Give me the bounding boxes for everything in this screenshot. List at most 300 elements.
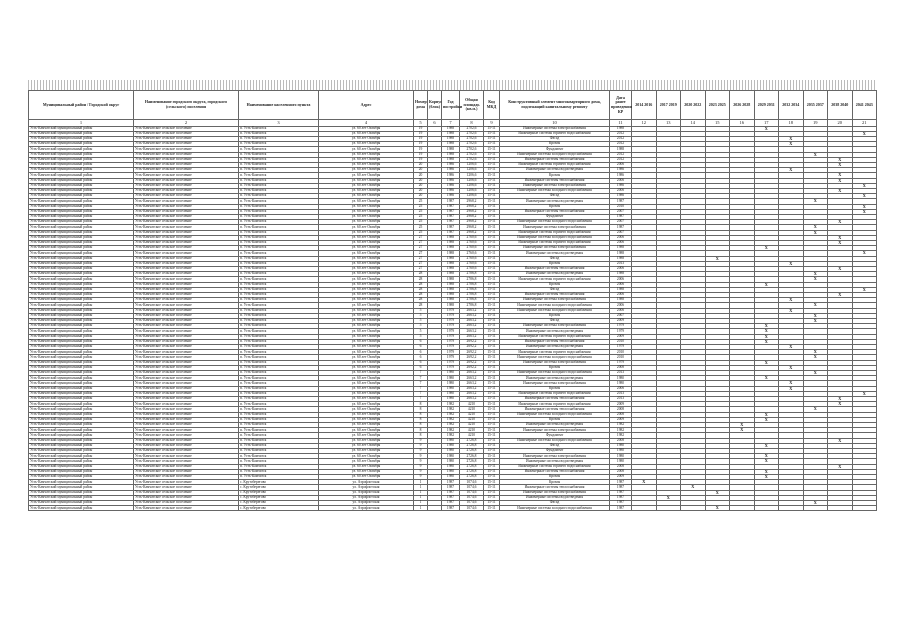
cell-code[interactable]: 15-11 <box>484 386 500 391</box>
cell-settlement[interactable]: Усть-Камчатское сельское поселение <box>134 162 239 167</box>
cell-period-mark[interactable]: X <box>779 386 804 391</box>
cell-year[interactable]: 1988 <box>442 251 460 256</box>
cell-year[interactable]: 1982 <box>442 412 460 417</box>
cell-element[interactable]: Инженерные системы горячего водоснабжения <box>500 277 610 282</box>
cell-district[interactable]: Усть-Камчатский муниципальный район <box>29 282 134 287</box>
cell-house-number[interactable]: 7 <box>414 391 428 396</box>
cell-code[interactable]: 15-11 <box>484 376 500 381</box>
cell-element[interactable]: Фундамент <box>500 449 610 454</box>
cell-locality[interactable]: п. Усть-Камчатск <box>239 235 319 240</box>
cell-district[interactable]: Усть-Камчатский муниципальный район <box>29 292 134 297</box>
cell-district[interactable]: Усть-Камчатский муниципальный район <box>29 428 134 433</box>
cell-house-number[interactable]: 6 <box>414 365 428 370</box>
cell-year[interactable]: 1980 <box>442 454 460 459</box>
cell-district[interactable]: Усть-Камчатский муниципальный район <box>29 433 134 438</box>
cell-address[interactable]: ул. 60 лет Октября <box>319 423 414 428</box>
cell-element[interactable]: Фундамент <box>500 147 610 152</box>
cell-district[interactable]: Усть-Камчатский муниципальный район <box>29 266 134 271</box>
cell-house-number[interactable]: 27 <box>414 266 428 271</box>
cell-address[interactable]: ул. 60 лет Октября <box>319 454 414 459</box>
cell-period-mark[interactable]: X <box>705 490 730 495</box>
cell-area[interactable]: 2760,6 <box>460 235 484 240</box>
cell-district[interactable]: Усть-Камчатский муниципальный район <box>29 261 134 266</box>
cell-year[interactable]: 1980 <box>442 449 460 454</box>
cell-house-number[interactable]: 28 <box>414 292 428 297</box>
cell-locality[interactable]: п. Усть-Камчатск <box>239 469 319 474</box>
cell-element[interactable]: Фундамент <box>500 433 610 438</box>
cell-area[interactable]: 2786,8 <box>460 303 484 308</box>
cell-period-mark[interactable]: X <box>852 204 877 209</box>
cell-period-mark[interactable]: X <box>828 178 853 183</box>
cell-code[interactable]: 15-11 <box>484 152 500 157</box>
cell-area[interactable]: 2702,6 <box>460 147 484 152</box>
cell-area[interactable]: 2786,8 <box>460 277 484 282</box>
cell-locality[interactable]: с. Крутоберегово <box>239 506 319 511</box>
cell-district[interactable]: Усть-Камчатский муниципальный район <box>29 438 134 443</box>
cell-district[interactable]: Усть-Камчатский муниципальный район <box>29 485 134 490</box>
cell-address[interactable]: ул. 60 лет Октября <box>319 345 414 350</box>
cell-period-mark[interactable]: X <box>852 183 877 188</box>
cell-district[interactable]: Усть-Камчатский муниципальный район <box>29 365 134 370</box>
cell-house-number[interactable]: 7 <box>414 381 428 386</box>
cell-settlement[interactable]: Усть-Камчатское сельское поселение <box>134 355 239 360</box>
cell-settlement[interactable]: Усть-Камчатское сельское поселение <box>134 501 239 506</box>
cell-prev-repair[interactable]: 2006 <box>610 235 632 240</box>
cell-locality[interactable]: п. Усть-Камчатск <box>239 230 319 235</box>
cell-code[interactable]: 15-11 <box>484 402 500 407</box>
cell-area[interactable]: 2968,2 <box>460 225 484 230</box>
cell-district[interactable]: Усть-Камчатский муниципальный район <box>29 501 134 506</box>
cell-prev-repair[interactable]: 1979 <box>610 360 632 365</box>
cell-element[interactable]: Фасад <box>500 136 610 141</box>
cell-settlement[interactable]: Усть-Камчатское сельское поселение <box>134 480 239 485</box>
cell-code[interactable]: 15-11 <box>484 136 500 141</box>
cell-address[interactable]: ул. 60 лет Октября <box>319 339 414 344</box>
cell-prev-repair[interactable]: 2009 <box>610 417 632 422</box>
cell-prev-repair[interactable]: 1988 <box>610 126 632 131</box>
cell-period-mark[interactable]: X <box>852 194 877 199</box>
cell-address[interactable]: ул. 60 лет Октября <box>319 178 414 183</box>
cell-prev-repair[interactable]: 2008 <box>610 412 632 417</box>
cell-year[interactable]: 1986 <box>442 194 460 199</box>
cell-element[interactable]: Фасад <box>500 318 610 323</box>
cell-area[interactable]: 1206,6 <box>460 178 484 183</box>
cell-element[interactable]: Инженерные системы холодного водоснабжения <box>500 220 610 225</box>
cell-period-mark[interactable]: X <box>828 397 853 402</box>
cell-house-number[interactable]: 6 <box>414 339 428 344</box>
cell-prev-repair[interactable]: 2006 <box>610 178 632 183</box>
cell-code[interactable]: 15-11 <box>484 490 500 495</box>
cell-element[interactable]: Инженерные системы теплоснабжения <box>500 209 610 214</box>
cell-code[interactable]: 15-11 <box>484 230 500 235</box>
cell-house-number[interactable]: 7 <box>414 397 428 402</box>
cell-code[interactable]: 15-11 <box>484 246 500 251</box>
cell-settlement[interactable]: Усть-Камчатское сельское поселение <box>134 381 239 386</box>
cell-code[interactable]: 15-11 <box>484 220 500 225</box>
cell-period-mark[interactable]: X <box>754 376 779 381</box>
cell-element[interactable]: Инженерные системы водоотведения <box>500 168 610 173</box>
cell-area[interactable]: 2663,2 <box>460 313 484 318</box>
cell-area[interactable]: 4210 <box>460 417 484 422</box>
cell-year[interactable]: 1979 <box>442 313 460 318</box>
cell-period-mark[interactable]: X <box>852 131 877 136</box>
cell-district[interactable]: Усть-Камчатский муниципальный район <box>29 240 134 245</box>
cell-year[interactable]: 1979 <box>442 355 460 360</box>
cell-address[interactable]: ул. 60 лет Октября <box>319 246 414 251</box>
cell-code[interactable]: 15-11 <box>484 183 500 188</box>
cell-prev-repair[interactable]: 1987 <box>610 480 632 485</box>
cell-settlement[interactable]: Усть-Камчатское сельское поселение <box>134 251 239 256</box>
cell-year[interactable]: 1979 <box>442 329 460 334</box>
cell-address[interactable]: ул. 60 лет Октября <box>319 318 414 323</box>
cell-locality[interactable]: п. Усть-Камчатск <box>239 329 319 334</box>
cell-prev-repair[interactable]: 2008 <box>610 438 632 443</box>
cell-settlement[interactable]: Усть-Камчатское сельское поселение <box>134 506 239 511</box>
cell-settlement[interactable]: Усть-Камчатское сельское поселение <box>134 308 239 313</box>
cell-settlement[interactable]: Усть-Камчатское сельское поселение <box>134 365 239 370</box>
cell-address[interactable]: ул. 60 лет Октября <box>319 214 414 219</box>
cell-area[interactable]: 2786,8 <box>460 272 484 277</box>
cell-locality[interactable]: п. Усть-Камчатск <box>239 292 319 297</box>
cell-house-number[interactable]: 1 <box>414 490 428 495</box>
cell-locality[interactable]: п. Усть-Камчатск <box>239 412 319 417</box>
cell-settlement[interactable]: Усть-Камчатское сельское поселение <box>134 464 239 469</box>
cell-element[interactable]: Инженерные системы горячего водоснабжения <box>500 464 610 469</box>
cell-settlement[interactable]: Усть-Камчатское сельское поселение <box>134 173 239 178</box>
cell-prev-repair[interactable]: 2009 <box>610 334 632 339</box>
cell-settlement[interactable]: Усть-Камчатское сельское поселение <box>134 157 239 162</box>
cell-house-number[interactable]: 27 <box>414 251 428 256</box>
cell-district[interactable]: Усть-Камчатский муниципальный район <box>29 459 134 464</box>
cell-year[interactable]: 1987 <box>442 204 460 209</box>
cell-settlement[interactable]: Усть-Камчатское сельское поселение <box>134 277 239 282</box>
cell-code[interactable]: 15-11 <box>484 194 500 199</box>
cell-prev-repair[interactable]: 1986 <box>610 194 632 199</box>
cell-area[interactable]: 2760,6 <box>460 261 484 266</box>
cell-code[interactable]: 15-11 <box>484 282 500 287</box>
cell-house-number[interactable]: 27 <box>414 256 428 261</box>
cell-year[interactable]: 1988 <box>442 246 460 251</box>
cell-period-mark[interactable]: X <box>754 334 779 339</box>
cell-area[interactable]: 2968,2 <box>460 230 484 235</box>
cell-area[interactable]: 2760,6 <box>460 240 484 245</box>
cell-period-mark[interactable]: X <box>779 136 804 141</box>
cell-period-mark[interactable]: X <box>754 412 779 417</box>
cell-area[interactable]: 4210 <box>460 428 484 433</box>
cell-house-number[interactable]: 19 <box>414 126 428 131</box>
cell-element[interactable]: Кровля <box>500 313 610 318</box>
cell-house-number[interactable]: 20 <box>414 178 428 183</box>
cell-code[interactable]: 15-11 <box>484 475 500 480</box>
cell-period-mark[interactable] <box>803 506 828 511</box>
cell-area[interactable]: 1206,6 <box>460 173 484 178</box>
cell-locality[interactable]: п. Усть-Камчатск <box>239 417 319 422</box>
cell-element[interactable]: Инженерные системы холодного водоснабжения <box>500 188 610 193</box>
cell-address[interactable]: ул. 60 лет Октября <box>319 438 414 443</box>
cell-code[interactable]: 15-11 <box>484 443 500 448</box>
cell-year[interactable]: 1979 <box>442 345 460 350</box>
cell-locality[interactable]: п. Усть-Камчатск <box>239 287 319 292</box>
cell-house-number[interactable]: 20 <box>414 162 428 167</box>
cell-period-mark[interactable] <box>779 506 804 511</box>
cell-prev-repair[interactable]: 1979 <box>610 345 632 350</box>
cell-period-mark[interactable]: X <box>828 464 853 469</box>
cell-year[interactable]: 1986 <box>442 162 460 167</box>
cell-locality[interactable]: п. Усть-Камчатск <box>239 475 319 480</box>
cell-address[interactable]: ул. 60 лет Октября <box>319 261 414 266</box>
cell-settlement[interactable]: Усть-Камчатское сельское поселение <box>134 423 239 428</box>
cell-prev-repair[interactable]: 2010 <box>610 355 632 360</box>
cell-year[interactable]: 1979 <box>442 324 460 329</box>
cell-area[interactable]: 2726,8 <box>460 449 484 454</box>
cell-element[interactable]: Инженерные системы водоотведения <box>500 495 610 500</box>
cell-house-number[interactable]: 28 <box>414 272 428 277</box>
cell-district[interactable]: Усть-Камчатский муниципальный район <box>29 287 134 292</box>
cell-locality[interactable]: п. Усть-Камчатск <box>239 376 319 381</box>
cell-locality[interactable]: п. Усть-Камчатск <box>239 464 319 469</box>
cell-element[interactable]: Фасад <box>500 501 610 506</box>
cell-locality[interactable]: п. Усть-Камчатск <box>239 397 319 402</box>
cell-year[interactable]: 1982 <box>442 407 460 412</box>
cell-locality[interactable]: п. Усть-Камчатск <box>239 277 319 282</box>
cell-settlement[interactable]: Усть-Камчатское сельское поселение <box>134 324 239 329</box>
cell-settlement[interactable]: Усть-Камчатское сельское поселение <box>134 261 239 266</box>
cell-year[interactable]: 1979 <box>442 339 460 344</box>
cell-house-number[interactable]: 9 <box>414 469 428 474</box>
cell-year[interactable]: 1988 <box>442 292 460 297</box>
cell-address[interactable]: ул. 60 лет Октября <box>319 386 414 391</box>
cell-element[interactable]: Инженерные системы теплоснабжения <box>500 266 610 271</box>
cell-house-number[interactable]: 1 <box>414 495 428 500</box>
cell-settlement[interactable]: Усть-Камчатское сельское поселение <box>134 272 239 277</box>
cell-year[interactable]: 1982 <box>442 402 460 407</box>
cell-prev-repair[interactable]: 2009 <box>610 318 632 323</box>
cell-prev-repair[interactable]: 2006 <box>610 282 632 287</box>
cell-element[interactable]: Инженерные системы водоотведения <box>500 459 610 464</box>
cell-address[interactable]: ул. 60 лет Октября <box>319 199 414 204</box>
cell-locality[interactable]: с. Крутоберегово <box>239 495 319 500</box>
cell-locality[interactable]: п. Усть-Камчатск <box>239 428 319 433</box>
cell-element[interactable]: Инженерные системы теплоснабжения <box>500 339 610 344</box>
cell-period-mark[interactable] <box>754 506 779 511</box>
cell-district[interactable]: Усть-Камчатский муниципальный район <box>29 495 134 500</box>
cell-district[interactable]: Усть-Камчатский муниципальный район <box>29 350 134 355</box>
cell-code[interactable]: 15-11 <box>484 407 500 412</box>
cell-address[interactable]: ул. 60 лет Октября <box>319 469 414 474</box>
cell-locality[interactable]: п. Усть-Камчатск <box>239 225 319 230</box>
cell-locality[interactable]: п. Усть-Камчатск <box>239 131 319 136</box>
cell-settlement[interactable]: Усть-Камчатское сельское поселение <box>134 266 239 271</box>
cell-locality[interactable]: п. Усть-Камчатск <box>239 256 319 261</box>
cell-area[interactable]: 2726,8 <box>460 459 484 464</box>
cell-area[interactable]: 2702,6 <box>460 136 484 141</box>
cell-code[interactable]: 15-11 <box>484 142 500 147</box>
cell-code[interactable]: 15-11 <box>484 339 500 344</box>
cell-locality[interactable]: п. Усть-Камчатск <box>239 313 319 318</box>
cell-year[interactable]: 1979 <box>442 350 460 355</box>
cell-period-mark[interactable]: X <box>803 152 828 157</box>
cell-code[interactable]: 15-11 <box>484 485 500 490</box>
cell-district[interactable]: Усть-Камчатский муниципальный район <box>29 371 134 376</box>
cell-locality[interactable]: п. Усть-Камчатск <box>239 386 319 391</box>
cell-locality[interactable]: п. Усть-Камчатск <box>239 324 319 329</box>
cell-element[interactable]: Инженерные системы электроснабжения <box>500 428 610 433</box>
cell-district[interactable]: Усть-Камчатский муниципальный район <box>29 360 134 365</box>
cell-prev-repair[interactable]: 1980 <box>610 459 632 464</box>
cell-area[interactable]: 2663,2 <box>460 308 484 313</box>
cell-element[interactable]: Инженерные системы горячего водоснабжения <box>500 350 610 355</box>
cell-element[interactable]: Инженерные системы теплоснабжения <box>500 292 610 297</box>
cell-area[interactable]: 2663,2 <box>460 329 484 334</box>
cell-prev-repair[interactable]: 2007 <box>610 209 632 214</box>
cell-address[interactable]: ул. 60 лет Октября <box>319 126 414 131</box>
cell-element[interactable]: Инженерные системы электроснабжения <box>500 225 610 230</box>
cell-locality[interactable]: п. Усть-Камчатск <box>239 360 319 365</box>
cell-element[interactable]: Инженерные системы холодного водоснабжения <box>500 412 610 417</box>
cell-code[interactable]: 15-11 <box>484 324 500 329</box>
cell-settlement[interactable]: Усть-Камчатское сельское поселение <box>134 397 239 402</box>
cell-prev-repair[interactable]: 2006 <box>610 188 632 193</box>
cell-prev-repair[interactable]: 1986 <box>610 173 632 178</box>
cell-period-mark[interactable]: X <box>828 292 853 297</box>
cell-area[interactable]: 2786,8 <box>460 292 484 297</box>
cell-locality[interactable]: п. Усть-Камчатск <box>239 209 319 214</box>
cell-locality[interactable]: п. Усть-Камчатск <box>239 454 319 459</box>
cell-element[interactable]: Инженерные системы холодного водоснабжения <box>500 371 610 376</box>
cell-house-number[interactable]: 9 <box>414 459 428 464</box>
cell-district[interactable]: Усть-Камчатский муниципальный район <box>29 136 134 141</box>
cell-locality[interactable]: п. Усть-Камчатск <box>239 371 319 376</box>
cell-area[interactable]: 2702,6 <box>460 142 484 147</box>
cell-district[interactable]: Усть-Камчатский муниципальный район <box>29 339 134 344</box>
cell-address[interactable]: ул. 60 лет Октября <box>319 266 414 271</box>
cell-prev-repair[interactable]: 2008 <box>610 469 632 474</box>
cell-period-mark[interactable]: X <box>754 324 779 329</box>
cell-district[interactable]: Усть-Камчатский муниципальный район <box>29 178 134 183</box>
cell-year[interactable]: 1986 <box>442 168 460 173</box>
cell-year[interactable]: 1980 <box>442 391 460 396</box>
cell-year[interactable]: 1980 <box>442 459 460 464</box>
cell-area[interactable]: 2702,6 <box>460 152 484 157</box>
cell-locality[interactable]: п. Усть-Камчатск <box>239 402 319 407</box>
cell-prev-repair[interactable]: 1987 <box>610 490 632 495</box>
cell-period-mark[interactable]: X <box>754 454 779 459</box>
cell-year[interactable]: 1980 <box>442 475 460 480</box>
cell-district[interactable]: Усть-Камчатский муниципальный район <box>29 423 134 428</box>
cell-code[interactable]: 15-11 <box>484 178 500 183</box>
cell-area[interactable]: 4210 <box>460 412 484 417</box>
cell-district[interactable]: Усть-Камчатский муниципальный район <box>29 256 134 261</box>
cell-prev-repair[interactable]: 2006 <box>610 292 632 297</box>
cell-locality[interactable]: п. Усть-Камчатск <box>239 407 319 412</box>
cell-settlement[interactable]: Усть-Камчатское сельское поселение <box>134 126 239 131</box>
cell-house-number[interactable]: 25 <box>414 199 428 204</box>
cell-house-number[interactable]: 7 <box>414 386 428 391</box>
cell-prev-repair[interactable]: 2012 <box>610 142 632 147</box>
cell-year[interactable]: 1980 <box>442 443 460 448</box>
cell-element[interactable]: Инженерные системы теплоснабжения <box>500 157 610 162</box>
cell-period-mark[interactable]: X <box>828 173 853 178</box>
cell-element[interactable]: Инженерные системы горячего водоснабжения <box>500 131 610 136</box>
cell-code[interactable]: 15-11 <box>484 449 500 454</box>
cell-locality[interactable]: п. Усть-Камчатск <box>239 308 319 313</box>
cell-district[interactable]: Усть-Камчатский муниципальный район <box>29 173 134 178</box>
cell-year[interactable]: 1988 <box>442 147 460 152</box>
cell-address[interactable]: ул. 60 лет Октября <box>319 475 414 480</box>
cell-code[interactable]: 15-11 <box>484 391 500 396</box>
cell-house-number[interactable]: 25 <box>414 230 428 235</box>
cell-area[interactable]: 2968,2 <box>460 204 484 209</box>
cell-area[interactable]: 2968,2 <box>460 220 484 225</box>
cell-period-mark[interactable]: X <box>803 225 828 230</box>
cell-code[interactable]: 15-11 <box>484 329 500 334</box>
cell-area[interactable]: 2692,2 <box>460 360 484 365</box>
cell-element[interactable]: Инженерные системы теплоснабжения <box>500 407 610 412</box>
cell-prev-repair[interactable]: 1988 <box>610 246 632 251</box>
cell-area[interactable]: 2663,2 <box>460 371 484 376</box>
cell-settlement[interactable]: Усть-Камчатское сельское поселение <box>134 345 239 350</box>
cell-district[interactable]: Усть-Камчатский муниципальный район <box>29 209 134 214</box>
cell-year[interactable]: 1982 <box>442 428 460 433</box>
cell-address[interactable]: ул. 60 лет Октября <box>319 397 414 402</box>
cell-settlement[interactable]: Усть-Камчатское сельское поселение <box>134 417 239 422</box>
cell-settlement[interactable]: Усть-Камчатское сельское поселение <box>134 449 239 454</box>
cell-code[interactable]: 15-11 <box>484 350 500 355</box>
cell-settlement[interactable]: Усть-Камчатское сельское поселение <box>134 376 239 381</box>
cell-prev-repair[interactable]: 2008 <box>610 365 632 370</box>
cell-element[interactable]: Кровля <box>500 282 610 287</box>
cell-code[interactable]: 15-11 <box>484 256 500 261</box>
cell-district[interactable]: Усть-Камчатский муниципальный район <box>29 308 134 313</box>
cell-area[interactable]: 2726,8 <box>460 443 484 448</box>
cell-district[interactable]: Усть-Камчатский муниципальный район <box>29 157 134 162</box>
cell-address[interactable]: ул. 60 лет Октября <box>319 136 414 141</box>
cell-period-mark[interactable]: X <box>803 230 828 235</box>
cell-district[interactable]: Усть-Камчатский муниципальный район <box>29 204 134 209</box>
cell-settlement[interactable]: Усть-Камчатское сельское поселение <box>134 339 239 344</box>
cell-district[interactable]: Усть-Камчатский муниципальный район <box>29 303 134 308</box>
cell-area[interactable]: 2760,6 <box>460 251 484 256</box>
cell-district[interactable]: Усть-Камчатский муниципальный район <box>29 449 134 454</box>
cell-code[interactable]: 15-11 <box>484 287 500 292</box>
cell-locality[interactable]: п. Усть-Камчатск <box>239 334 319 339</box>
cell-district[interactable]: Усть-Камчатский муниципальный район <box>29 506 134 511</box>
cell-element[interactable]: Фасад <box>500 256 610 261</box>
cell-locality[interactable]: п. Усть-Камчатск <box>239 365 319 370</box>
cell-code[interactable]: 15-11 <box>484 334 500 339</box>
cell-period-mark[interactable]: X <box>779 168 804 173</box>
cell-house-number[interactable]: 8 <box>414 417 428 422</box>
cell-locality[interactable]: п. Усть-Камчатск <box>239 214 319 219</box>
cell-period-mark[interactable]: X <box>852 287 877 292</box>
cell-district[interactable]: Усть-Камчатский муниципальный район <box>29 313 134 318</box>
cell-area[interactable]: 2786,8 <box>460 287 484 292</box>
cell-settlement[interactable]: Усть-Камчатское сельское поселение <box>134 183 239 188</box>
cell-house-number[interactable]: 1 <box>414 501 428 506</box>
cell-element[interactable]: Инженерные системы горячего водоснабжения <box>500 240 610 245</box>
cell-address[interactable]: ул. 60 лет Октября <box>319 173 414 178</box>
cell-area[interactable]: 2692,2 <box>460 355 484 360</box>
cell-settlement[interactable]: Усть-Камчатское сельское поселение <box>134 386 239 391</box>
cell-year[interactable]: 1987 <box>442 501 460 506</box>
cell-settlement[interactable]: Усть-Камчатское сельское поселение <box>134 235 239 240</box>
cell-period-mark[interactable]: X <box>779 308 804 313</box>
cell-period-mark[interactable]: X <box>828 266 853 271</box>
cell-district[interactable]: Усть-Камчатский муниципальный район <box>29 188 134 193</box>
cell-area[interactable]: 2726,8 <box>460 475 484 480</box>
cell-code[interactable]: 15-11 <box>484 318 500 323</box>
cell-period-mark[interactable]: X <box>828 157 853 162</box>
